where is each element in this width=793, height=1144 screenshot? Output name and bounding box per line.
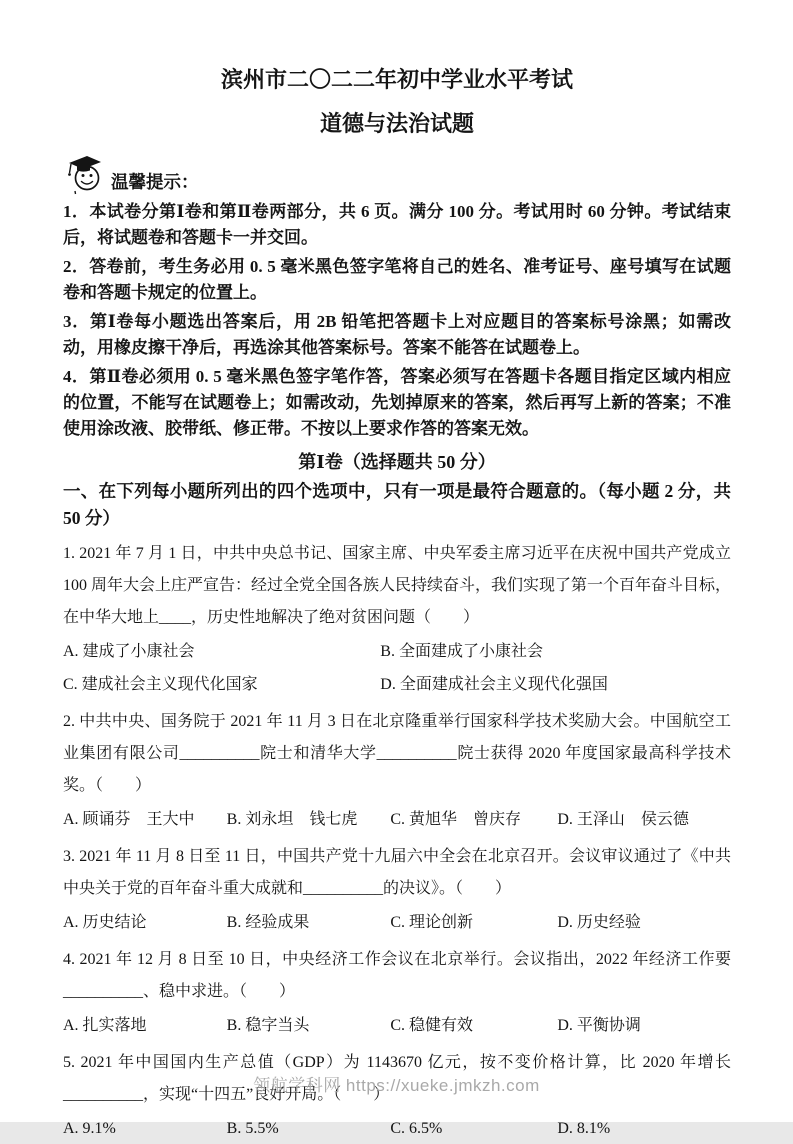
question-1 <box>63 538 731 700</box>
watermark: 领航学科网 https://xueke.jmkzh.com <box>253 1076 540 1095</box>
question-5-options <box>63 1113 731 1144</box>
question-1-option-c: C. 建成社会主义现代化国家 <box>63 676 258 693</box>
question-1-option-a: A. 建成了小康社会 <box>63 643 195 660</box>
page-subtitle: 道德与法治试题 <box>319 111 474 136</box>
question-1-options <box>63 636 731 700</box>
question-3-option-b: B. 经验成果 <box>226 914 310 931</box>
question-2 <box>63 706 731 835</box>
question-4-option-c: C. 稳健有效 <box>390 1017 473 1034</box>
question-4-option-b: B. 稳字当头 <box>226 1017 310 1034</box>
question-5-option-d: D. 8.1% <box>557 1120 611 1137</box>
question-4-stem: 4. 2021 年 12 月 8 日至 10 日，中央经济工作会议在北京举行。会议指出，2022 年经济工作要__________、稳中求进。（ ） <box>63 951 731 1000</box>
question-3-option-d: D. 历史经验 <box>557 914 641 931</box>
section-intro: 一、在下列每小题所列出的四个选项中，只有一项是最符合题意的。（每小题 2 分，共 50 分） <box>63 481 731 528</box>
question-2-option-b: B. 刘永坦 钱七虎 <box>226 811 358 828</box>
question-5-option-a: A. 9.1% <box>63 1120 116 1137</box>
question-2-option-a: A. 顾诵芬 王大中 <box>63 811 195 828</box>
instruction-item-4: 4．第Ⅱ卷必须用 0. 5 毫米黑色签字笔作答，答案必须写在答题卡各题目指定区域内相应的位置，不能写在试题卷上；如需改动，先划掉原来的答案，然后再写上新的答案；不准使用涂改液、胶带纸、修正带。不按以上要求作答的答案无效。 <box>63 367 731 438</box>
instruction-list <box>63 199 731 442</box>
question-1-stem: 1. 2021 年 7 月 1 日，中共中央总书记、国家主席、中央军委主席习近平在庆祝中国共产党成立 100 周年大会上庄严宣告：经过全党全国各族人民持续奋斗，我们实现了第一个百年奋斗目标，在中华大地上____，历史性地解决了绝对贫困问题（ ） <box>63 545 732 626</box>
question-5-stem: 5. 2021 年中国国内生产总值（GDP）为 1143670 亿元，按不变价格计算，比 2020 年增长__________，实现“十四五”良好开局。（ ） <box>63 1054 731 1103</box>
question-5-option-b: B. 5.5% <box>226 1120 279 1137</box>
graduate-smiley-icon <box>63 152 107 196</box>
question-1-option-b: B. 全面建成了小康社会 <box>380 643 543 660</box>
instruction-item-3: 3．第Ⅰ卷每小题选出答案后，用 2B 铅笔把答题卡上对应题目的答案标号涂黑；如需改动，用橡皮擦干净后，再选涂其他答案标号。答案不能答在试题卷上。 <box>63 312 731 357</box>
instruction-item-2: 2．答卷前，考生务必用 0. 5 毫米黑色签字笔将自己的姓名、准考证号、座号填写在试题卷和答题卡规定的位置上。 <box>63 257 731 302</box>
question-4-option-d: D. 平衡协调 <box>557 1017 641 1034</box>
question-2-option-c: C. 黄旭华 曾庆存 <box>390 811 521 828</box>
page-title: 滨州市二〇二二年初中学业水平考试 <box>220 67 573 92</box>
tips-label: 温馨提示： <box>111 172 199 192</box>
question-5-option-c: C. 6.5% <box>390 1120 443 1137</box>
question-2-options <box>63 804 731 835</box>
question-3-stem: 3. 2021 年 11 月 8 日至 11 日，中国共产党十九届六中全会在北京召开。会议审议通过了《中共中央关于党的百年奋斗重大成就和__________的决议》。（ ） <box>63 848 731 897</box>
question-4-options <box>63 1010 731 1041</box>
section-heading: 第Ⅰ卷（选择题共 50 分） <box>298 452 496 472</box>
question-3-options <box>63 907 731 938</box>
question-1-option-d: D. 全面建成社会主义现代化强国 <box>380 676 608 693</box>
question-2-stem: 2. 中共中央、国务院于 2021 年 11 月 3 日在北京隆重举行国家科学技术奖励大会。中国航空工业集团有限公司__________院士和清华大学__________院士获得 2020 年度国家最高科学技术奖。（ ） <box>63 713 731 794</box>
tips-header <box>63 150 731 196</box>
question-2-option-d: D. 王泽山 侯云德 <box>557 811 689 828</box>
question-3 <box>63 841 731 938</box>
question-3-option-a: A. 历史结论 <box>63 914 147 931</box>
question-4-option-a: A. 扎实落地 <box>63 1017 147 1034</box>
question-3-option-c: C. 理论创新 <box>390 914 473 931</box>
instruction-item-1: 1．本试卷分第Ⅰ卷和第Ⅱ卷两部分，共 6 页。满分 100 分。考试用时 60 分钟。考试结束后，将试题卷和答题卡一并交回。 <box>63 202 731 247</box>
question-4 <box>63 944 731 1041</box>
